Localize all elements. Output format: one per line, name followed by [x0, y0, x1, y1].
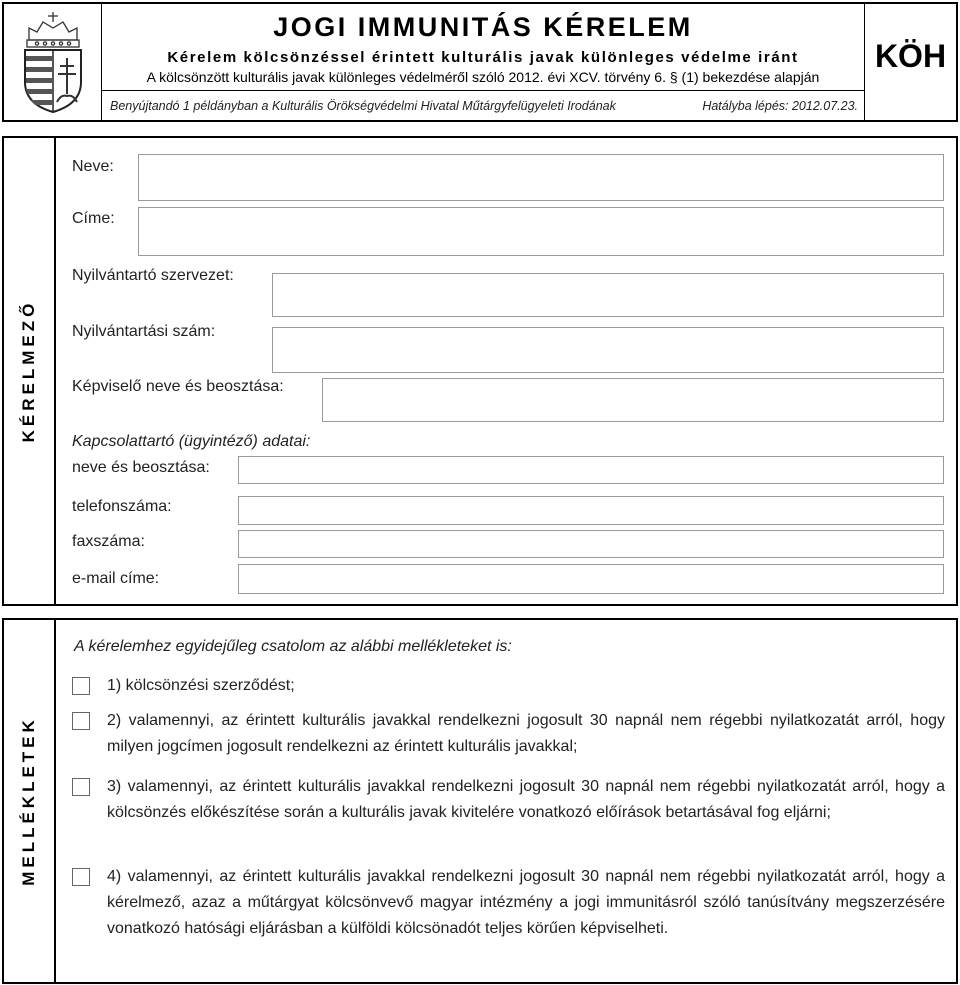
email-field[interactable]	[238, 564, 944, 594]
applicant-section-title: KÉRELMEZŐ	[19, 299, 38, 443]
representative-label: Képviselő neve és beosztása:	[72, 378, 284, 395]
attachments-side-label	[4, 620, 56, 982]
fax-label: faxszáma:	[72, 533, 145, 550]
phone-label: telefonszáma:	[72, 498, 172, 515]
title-cell	[102, 4, 864, 120]
hungarian-coat-of-arms-icon	[13, 10, 93, 114]
attachment-3-text: 3) valamennyi, az érintett kulturális javakkal rendelkezni jogosult 30 napnál nem régebbi nyilatkozatát arról, hogy a kölcsönzés előkészítése során a kulturális javak kivitelére vonatkozó előírások betartásával fog eljárni;	[107, 778, 945, 821]
contact-name-label: neve és beosztása:	[72, 459, 210, 476]
attachment-3-checkbox[interactable]	[72, 778, 90, 796]
name-label: Neve:	[72, 158, 114, 175]
office-abbreviation: KÖH	[864, 4, 956, 120]
attachment-4-checkbox[interactable]	[72, 868, 90, 886]
submission-note: Benyújtandó 1 példányban a Kulturális Örökségvédelmi Hivatal Műtárgyfelügyeleti Irodának	[110, 99, 616, 113]
attachment-1-text: 1) kölcsönzési szerződést;	[107, 677, 295, 694]
effective-date: Hatályba lépés: 2012.07.23.	[702, 99, 858, 113]
attachment-4-text: 4) valamennyi, az érintett kulturális javakkal rendelkezni jogosult 30 napnál nem régebbi nyilatkozatát arról, hogy a kérelmező, azaz a műtárgyat kölcsönvevő magyar intézmény a jogi immunitásról szóló tanúsítvány megszerzésére vonatkozó hatósági eljárásban a külföldi kölcsönadót teljes körűen képviselheti.	[107, 868, 945, 937]
applicant-side-label	[4, 138, 56, 604]
header-divider	[102, 90, 864, 91]
representative-field[interactable]	[322, 378, 944, 422]
name-field[interactable]	[138, 154, 944, 201]
registry-number-field[interactable]	[272, 327, 944, 373]
email-label: e-mail címe:	[72, 570, 160, 587]
form-title: JOGI IMMUNITÁS KÉRELEM	[273, 12, 693, 42]
crest-cell	[4, 4, 102, 120]
contact-name-field[interactable]	[238, 456, 944, 484]
attachment-1-checkbox[interactable]	[72, 677, 90, 695]
registry-org-field[interactable]	[272, 273, 944, 317]
phone-field[interactable]	[238, 496, 944, 525]
applicant-section	[2, 136, 958, 606]
form-header	[2, 2, 958, 122]
attachment-2-checkbox[interactable]	[72, 712, 90, 730]
fax-field[interactable]	[238, 530, 944, 558]
address-field[interactable]	[138, 207, 944, 256]
attachments-intro: A kérelemhez egyidejűleg csatolom az alábbi mellékleteket is:	[74, 638, 512, 655]
address-label: Címe:	[72, 210, 115, 227]
attachment-2-text: 2) valamennyi, az érintett kulturális javakkal rendelkezni jogosult 30 napnál nem régebbi nyilatkozatát arról, hogy milyen jogcímen jogosult rendelkezni az érintett kulturális javakkal;	[107, 712, 945, 755]
attachments-section	[2, 618, 958, 984]
form-subtitle: Kérelem kölcsönzéssel érintett kulturális javak különleges védelme iránt	[167, 49, 799, 66]
attachments-section-title: MELLÉKLETEK	[19, 716, 38, 886]
legal-basis: A kölcsönzött kulturális javak különleges védelméről szóló 2012. évi XCV. törvény 6. § (1) bekezdése alapján	[146, 69, 820, 85]
registry-org-label: Nyilvántartó szervezet:	[72, 267, 234, 284]
registry-number-label: Nyilvántartási szám:	[72, 323, 216, 340]
contact-heading: Kapcsolattartó (ügyintéző) adatai:	[72, 433, 311, 450]
